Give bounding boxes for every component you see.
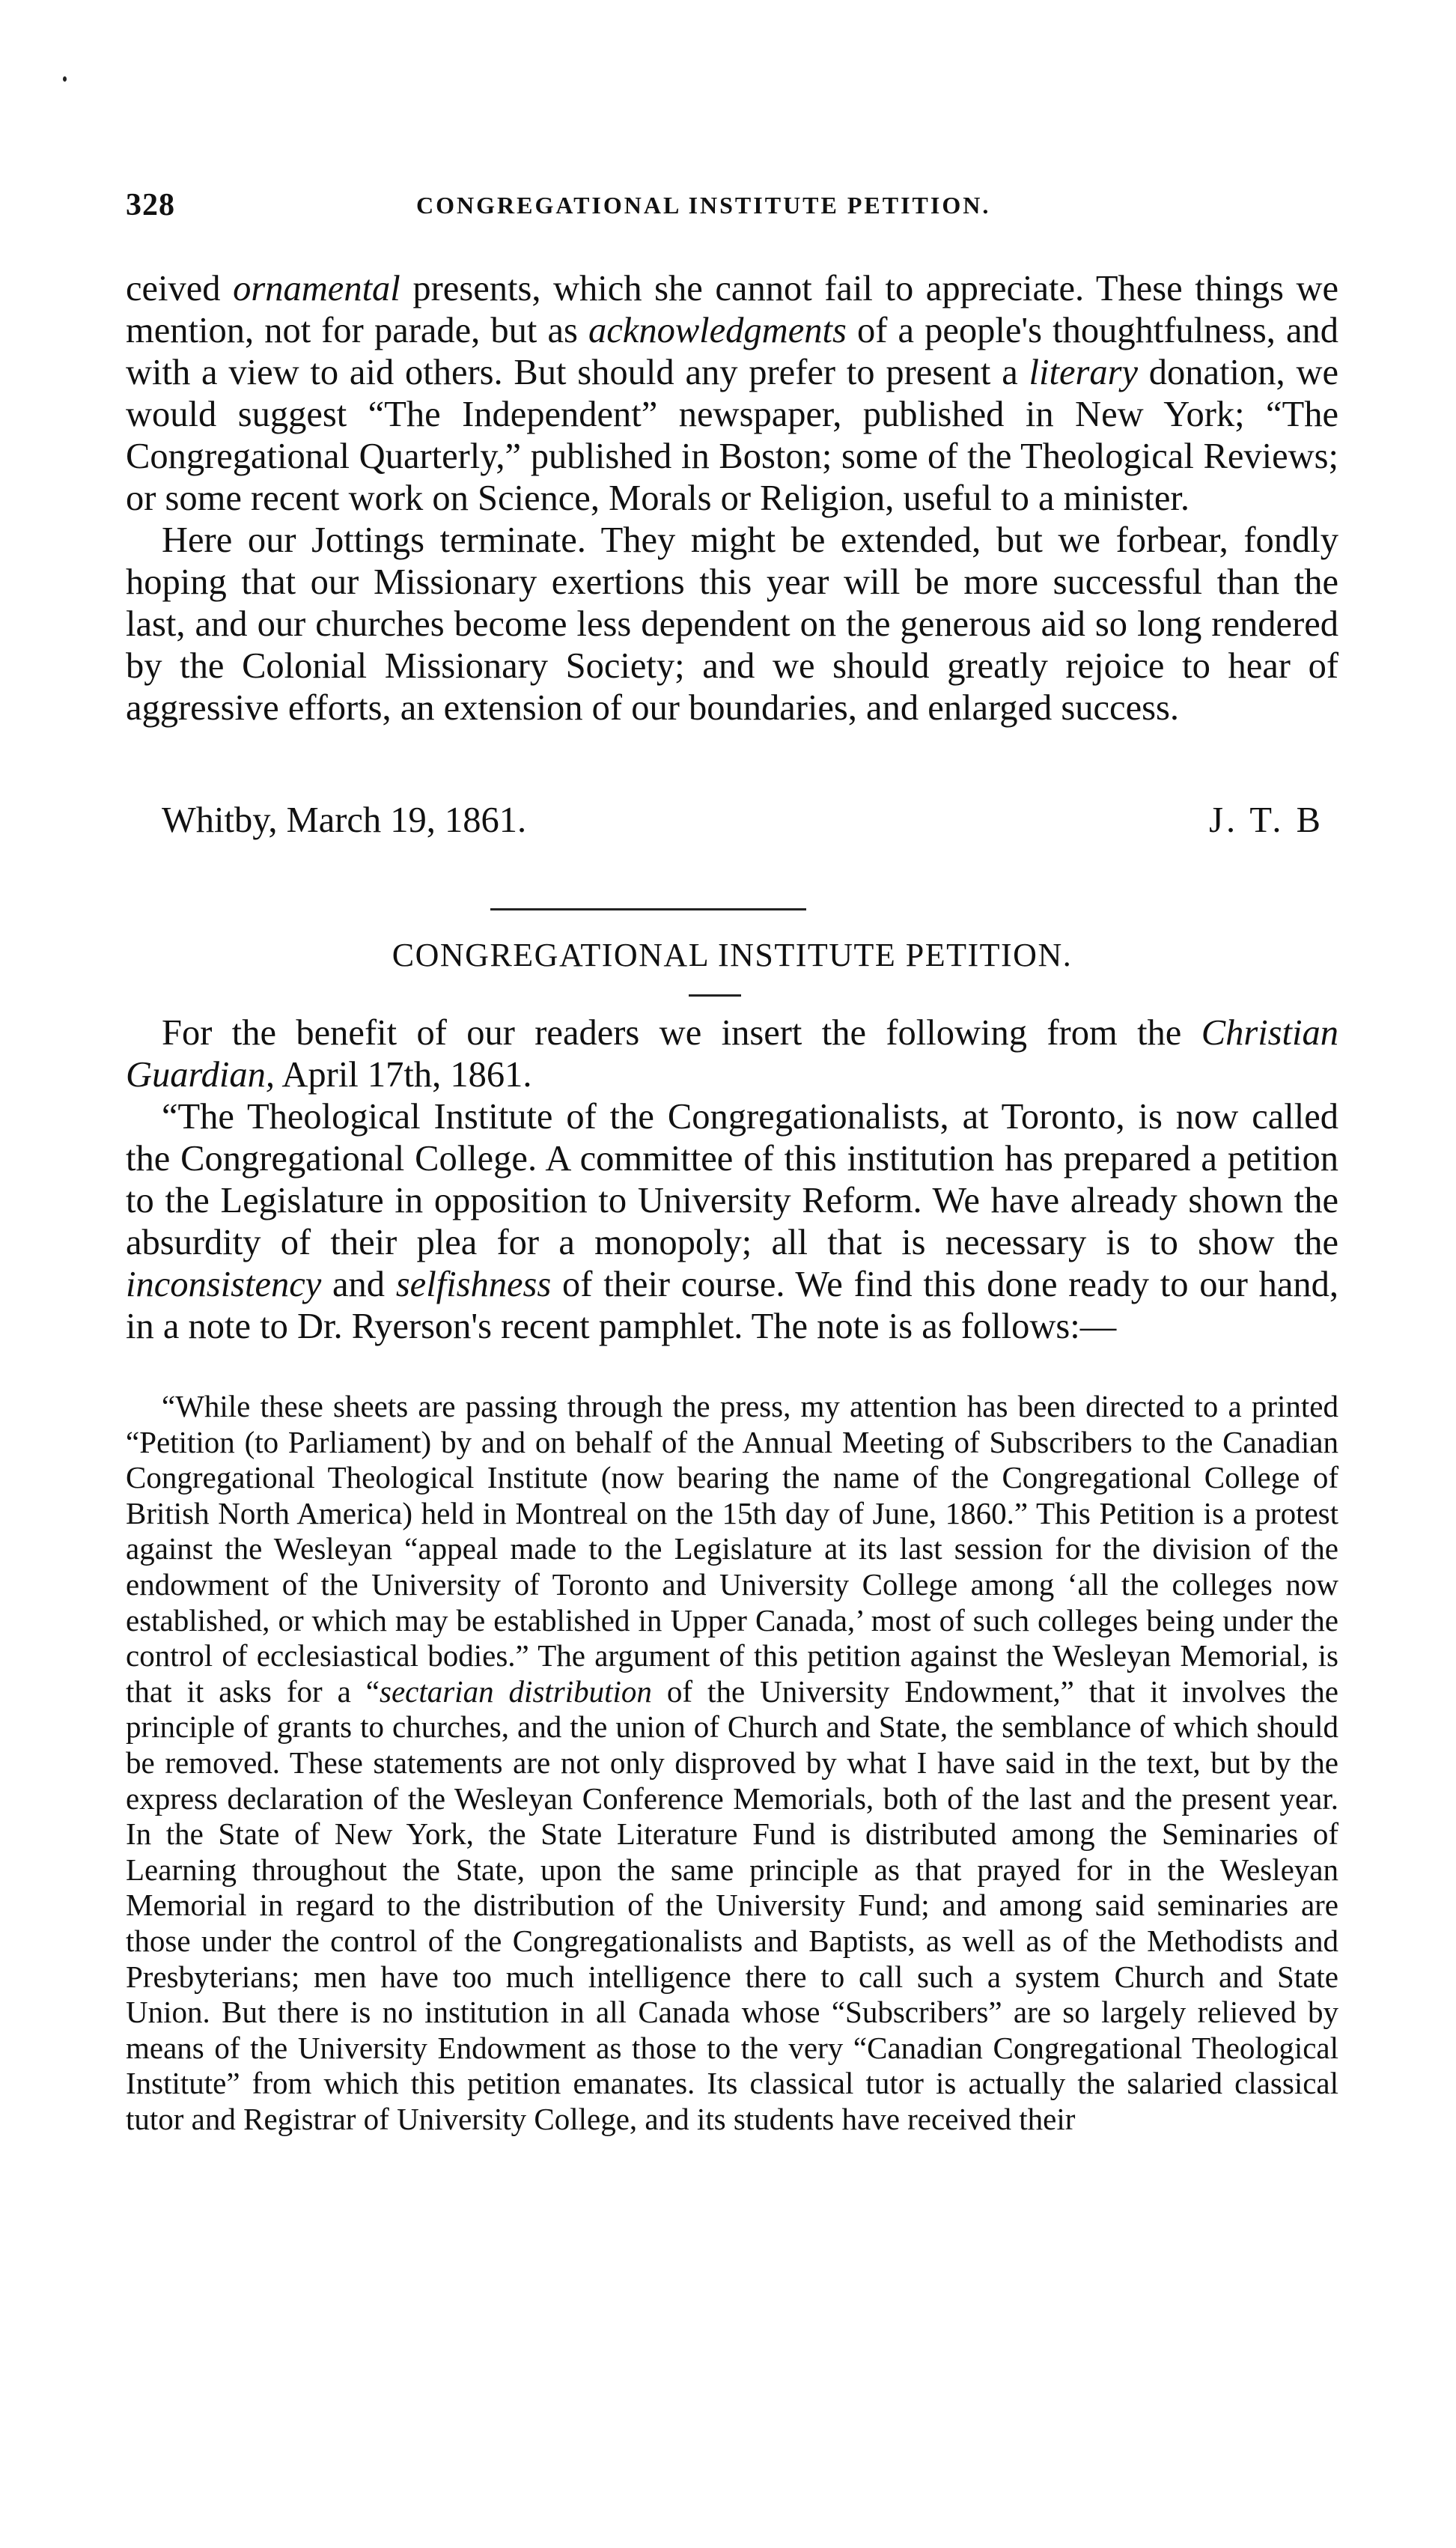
signature-place-date: Whitby, March 19, 1861.: [162, 800, 527, 840]
jottings-paragraph-2: Here our Jottings terminate. They might be extended, but we forbear, fondly hoping that our Missionary exertions this year will be more successful than the last, and our churches become less dependent on the generous aid so long rendered by the Colonial Missionary Society; and we should greatly rejoice to hear of aggressive efforts, an extension of our boundaries, and enlarged success.: [126, 520, 1338, 728]
italic-run: selfishness: [395, 1265, 552, 1304]
italic-run: literary: [1029, 353, 1138, 392]
intro-paragraph: For the benefit of our readers we insert the following from the Christian Guardian, April 17th, 1861.: [126, 1013, 1338, 1095]
title-underline-rule: [689, 994, 741, 997]
quoted-paragraph: “The Theological Institute of the Congregationalists, at Toronto, is now called the Congregational College. A committee of this institution has prepared a petition to the Legislature in opposition to University Reform. We have already shown the absurdity of their plea for a monopoly; all that is necessary is to show the inconsistency and selfishness of their course. We find this done ready to our hand, in a note to Dr. Ryerson's recent pamphlet. The note is as follows:—: [126, 1097, 1339, 1346]
italic-run: ornamental: [233, 269, 400, 308]
italic-run: Christian Guardian,: [126, 1013, 1338, 1095]
italic-run: inconsistency: [126, 1265, 322, 1304]
running-title: CONGREGATIONAL INSTITUTE PETITION.: [416, 192, 991, 219]
ryerson-note-block: [126, 1389, 1338, 2137]
running-head: [126, 187, 1189, 232]
signature-initials: J. T. B: [1209, 800, 1324, 840]
page-number: 328: [126, 188, 175, 222]
ryerson-note-paragraph: “While these sheets are passing through the press, my attention has been directed to a printed “Petition (to Parliament) by and on behalf of the Annual Meeting of Subscribers to the Canadian Congregational Theological Institute (now bearing the name of the Congregational College of British North America) held in Montreal on the 15th day of June, 1860.” This Petition is a protest against the Wesleyan “appeal made to the Legislature at its last session for the division of the endowment of the University of Toronto and University College among ‘all the colleges now established, or which may be established in Upper Canada,’ most of such colleges being under the control of ecclesiastical bodies.” The argument of this petition against the Wesleyan Memorial, is that it asks for a “sectarian distribution of the University Endowment,” that it involves the principle of grants to churches, and the union of Church and State, the semblance of which should be removed. These statements are not only disproved by what I have said in the text, but by the express declaration of the Wesleyan Conference Memorials, both of the last and the present year. In the State of New York, the State Literature Fund is distributed among the Seminaries of Learning throughout the State, upon the same principle as that prayed for in the Wesleyan Memorial in regard to the distribution of the University Fund; and among said seminaries are those under the control of the Congregationalists and Baptists, as well as of the Methodists and Presbyterians; men have too much intelligence there to call such a system Church and State Union. But there is no institution in all Canada whose “Subscribers” are so largely relieved by means of the University Endowment as those to the very “Canadian Congregational Theological Institute” from which this petition emanates. Its classical tutor is actually the salaried classical tutor and Registrar of University College, and its students have received their: [126, 1389, 1338, 2136]
italic-run: sectarian distribution: [379, 1673, 652, 1709]
section-title: CONGREGATIONAL INSTITUTE PETITION.: [392, 937, 1073, 973]
italic-run: acknowledgments: [588, 311, 847, 350]
page-speck: [63, 76, 67, 82]
jottings-paragraph-1: ceived ornamental presents, which she cannot fail to appreciate. These things we mention, not for parade, but as acknowledgments of a people's thoughtfulness, and with a view to aid others. But should any prefer to present a literary donation, we would suggest “The Independent” newspaper, published in New York; “The Congregational Quarterly,” published in Boston; some of the Theological Reviews; or some recent work on Science, Morals or Religion, useful to a minister.: [126, 269, 1338, 518]
jottings-conclusion: [126, 268, 1338, 729]
petition-article: [126, 1012, 1338, 1348]
section-divider-rule: [490, 908, 806, 910]
